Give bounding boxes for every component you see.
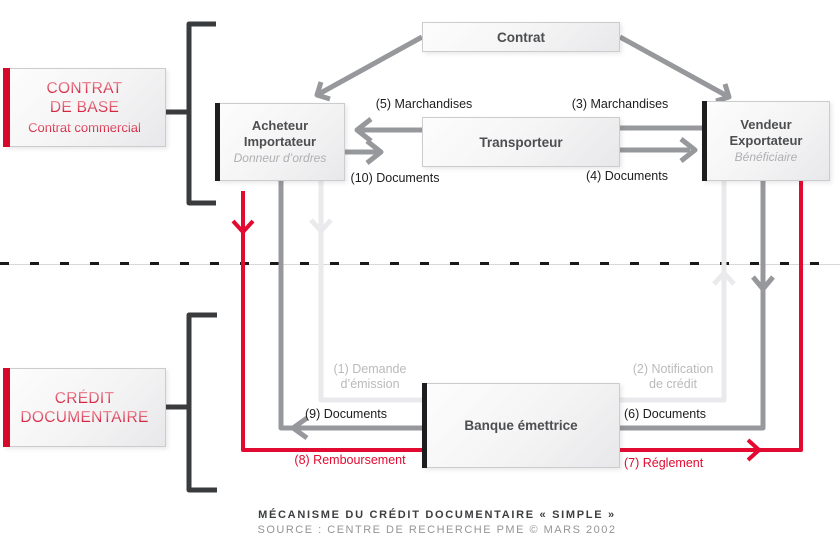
flow-label-4-documents: (4) Documents: [586, 169, 668, 183]
transporteur-node-label: Transporteur: [479, 134, 563, 150]
vendeur-line2: Exportateur: [729, 133, 803, 148]
caption-title: MÉCANISME DU CRÉDIT DOCUMENTAIRE « SIMPLE »: [258, 509, 616, 521]
vendeur-exportateur-node: [702, 101, 830, 181]
credit-documentaire-title-line1: CRÉDIT: [20, 389, 148, 408]
flow-label-2-line2: de crédit: [649, 377, 697, 391]
flow-label-1-demande-emission: [320, 362, 420, 392]
flow-label-3-marchandises: (3) Marchandises: [571, 97, 669, 111]
contrat-to-acheteur-diagonal: [317, 37, 422, 95]
flow-label-1-line1: (1) Demande: [333, 362, 407, 376]
acheteur-subtitle: Donneur d’ordres: [233, 151, 327, 165]
black-accent-bar: [215, 103, 220, 181]
credit-documentaire-title-line2: DOCUMENTAIRE: [20, 408, 149, 426]
red-accent-bar: [3, 368, 10, 447]
contrat-de-base-subtitle: Contrat commercial: [28, 120, 141, 135]
vendeur-line1: Vendeur: [740, 117, 792, 132]
banque-emettrice-node: [422, 383, 620, 468]
caption-source: SOURCE : CENTRE DE RECHERCHE PME © MARS 2002: [257, 524, 617, 536]
acheteur-line1: Acheteur: [251, 118, 309, 133]
caption-block: [37, 509, 837, 536]
acheteur-line2: Importateur: [243, 134, 317, 149]
flow-label-5-marchandises: (5) Marchandises: [375, 97, 473, 111]
flow-label-7-reglement: (7) Réglement: [624, 456, 704, 470]
contrat-node: [422, 22, 620, 52]
flow-label-2-notification-credit: [622, 362, 724, 392]
contrat-de-base-title-line1: CONTRAT: [28, 79, 141, 98]
transporteur-node: [422, 117, 620, 167]
flow-label-9-documents: (9) Documents: [305, 407, 387, 421]
flow-label-8-remboursement: (8) Remboursement: [294, 453, 406, 467]
black-accent-bar: [702, 101, 707, 181]
flow-label-1-line2: d’émission: [340, 377, 400, 391]
contrat-de-base-title-line2: DE BASE: [28, 98, 141, 117]
bracket-credit-documentaire: [189, 315, 217, 490]
red-accent-bar: [3, 68, 10, 147]
acheteur-importateur-node: [215, 103, 345, 181]
flow-label-10-documents: (10) Documents: [350, 171, 440, 185]
flow-label-6-documents: (6) Documents: [624, 407, 706, 421]
credit-documentaire-box: [3, 368, 166, 447]
black-accent-bar: [422, 383, 427, 468]
contrat-to-vendeur-diagonal: [620, 37, 729, 97]
contrat-de-base-box: [3, 68, 166, 147]
bracket-contrat-de-base: [189, 24, 216, 203]
vendeur-subtitle: Bénéficiaire: [734, 150, 798, 164]
banque-node-label: Banque émettrice: [464, 418, 578, 433]
flow-label-2-line1: (2) Notification: [632, 362, 714, 376]
contrat-node-label: Contrat: [497, 29, 545, 45]
